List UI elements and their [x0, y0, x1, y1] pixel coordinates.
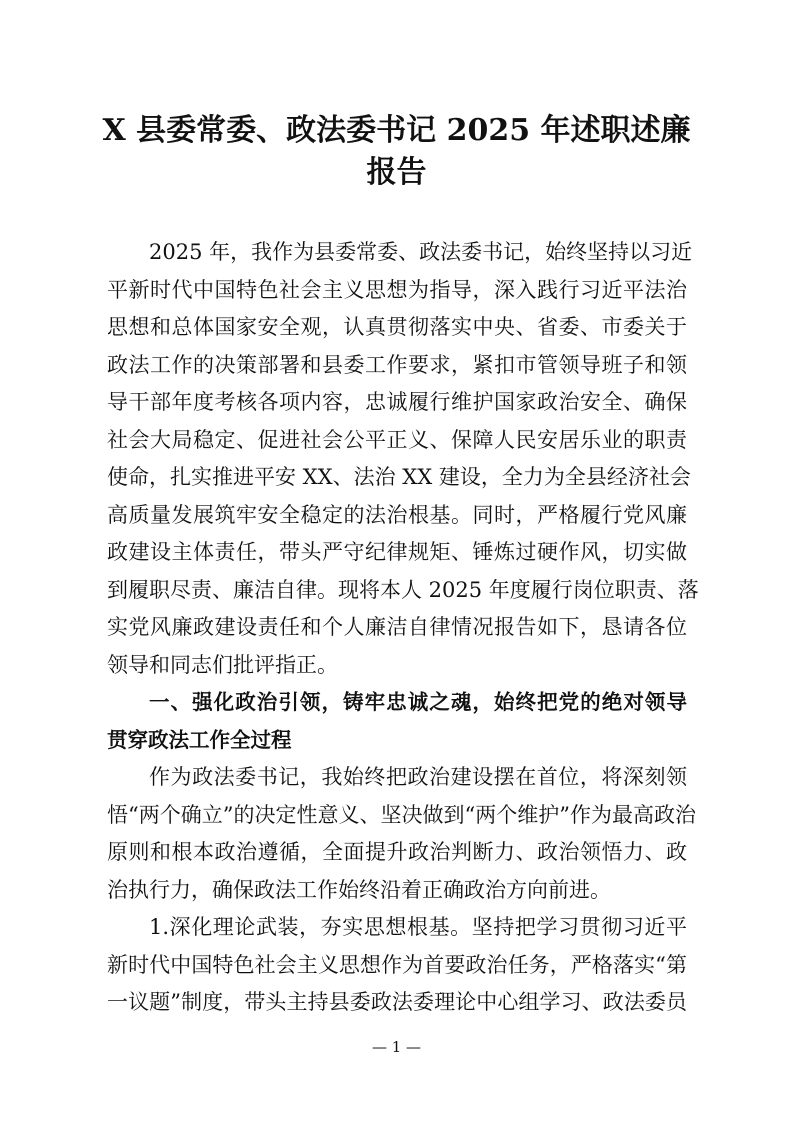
text-line: 平新时代中国特色社会主义思想为指导，深入践行习近平法治 — [107, 277, 687, 302]
text-line: 原则和根本政治遵循，全面提升政治判断力、政治领悟力、政 — [107, 840, 687, 864]
title-line: 报告 — [366, 155, 427, 190]
text-line: 一议题”制度，带头主持县委政法委理论中心组学习、政法委员 — [107, 990, 687, 1014]
text-line: 思想和总体国家安全观，认真贯彻落实中央、省委、市委关于 — [107, 315, 687, 339]
document-title — [60, 110, 733, 194]
text-line: 1.深化理论武装，夯实思想根基。坚持把学习贯彻习近平 — [149, 915, 687, 939]
text-line: 新时代中国特色社会主义思想作为首要政治任务，严格落实“第 — [107, 952, 687, 977]
text-line: 高质量发展筑牢安全稳定的法治根基。同时，严格履行党风廉 — [107, 502, 687, 527]
text-line: 2025 年，我作为县委常委、政法委书记，始终坚持以习近 — [149, 240, 693, 264]
paragraph — [107, 234, 699, 684]
text-line: 领导和同志们批评指正。 — [107, 652, 338, 677]
paragraph — [107, 909, 687, 1022]
section-heading — [107, 684, 687, 759]
document-body — [107, 234, 699, 1022]
text-line: 悟“两个确立”的决定性意义、坚决做到“两个维护”作为最高政治 — [107, 802, 696, 827]
text-line: 政建设主体责任，带头严守纪律规矩、锤炼过硬作风，切实做 — [107, 540, 687, 564]
paragraph — [107, 759, 696, 909]
text-line: 作为政法委书记，我始终把政治建设摆在首位，将深刻领 — [149, 765, 687, 789]
text-line: 使命，扎实推进平安 XX、法治 XX 建设，全力为全县经济社会 — [107, 465, 691, 489]
page-number: — 1 — — [371, 1038, 422, 1056]
text-line: 政法工作的决策部署和县委工作要求，紧扣市管领导班子和领 — [107, 352, 687, 377]
text-line: 实党风廉政建设责任和个人廉洁自律情况报告如下，恳请各位 — [107, 615, 687, 639]
text-line: 一、强化政治引领，铸牢忠诚之魂，始终把党的绝对领导 — [149, 690, 687, 714]
text-line: 到履职尽责、廉洁自律。现将本人 2025 年度履行岗位职责、落 — [107, 577, 699, 602]
title-line: X 县委常委、政法委书记 2025 年述职述廉 — [102, 113, 691, 148]
text-line: 贯穿政法工作全过程 — [107, 727, 292, 752]
text-line: 治执行力，确保政法工作始终沿着正确政治方向前进。 — [107, 877, 611, 902]
text-line: 社会大局稳定、促进社会公平正义、保障人民安居乐业的职责 — [107, 427, 687, 452]
text-line: 导干部年度考核各项内容，忠诚履行维护国家政治安全、确保 — [107, 390, 687, 414]
